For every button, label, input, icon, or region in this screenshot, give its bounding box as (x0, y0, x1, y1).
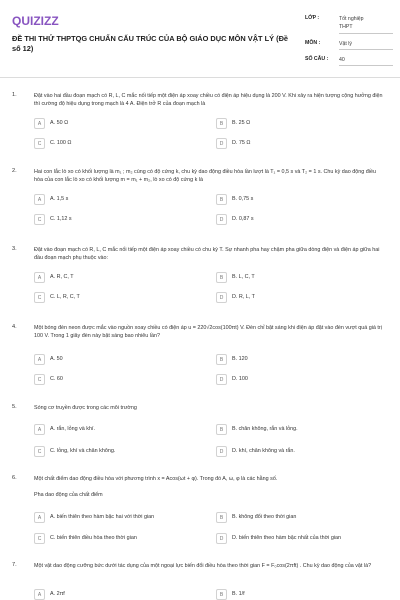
meta-value-count: 40 (339, 57, 345, 63)
option-c[interactable] (34, 292, 194, 304)
meta-label-count: SỐ CÂU : (305, 56, 329, 62)
option-d[interactable] (216, 138, 376, 150)
option-text: A. 1,5 s (50, 196, 69, 202)
option-letter-box: D (216, 292, 227, 303)
question-text: Một chất điểm dao động điều hòa với phương trình x = Acos(ωt + φ). Trong đó A, ω, φ là các hằng số. (34, 476, 278, 482)
question-number: 7. (12, 562, 17, 568)
meta-underline (339, 65, 393, 66)
option-b[interactable] (216, 512, 376, 524)
option-b[interactable] (216, 194, 376, 206)
option-letter-box: A (34, 589, 45, 600)
question-number: 1. (12, 92, 17, 98)
option-text: B. chân không, rắn và lỏng. (232, 426, 298, 432)
option-a[interactable] (34, 424, 194, 436)
option-text: A. R, C, T (50, 274, 74, 280)
option-letter-box: B (216, 194, 227, 205)
meta-underline (339, 49, 393, 50)
option-c[interactable] (34, 138, 194, 150)
option-d[interactable] (216, 533, 376, 545)
option-b[interactable] (216, 272, 376, 284)
option-text: D. R, L, T (232, 294, 255, 300)
option-letter-box: A (34, 118, 45, 129)
option-letter-box: C (34, 446, 45, 457)
option-letter-box: B (216, 354, 227, 365)
option-text: C. L, R, C, T (50, 294, 80, 300)
option-a[interactable] (34, 354, 194, 366)
option-text: D. 0,87 s (232, 216, 254, 222)
option-b[interactable] (216, 118, 376, 130)
option-text: C. 100 Ω (50, 140, 72, 146)
option-letter-box: A (34, 512, 45, 523)
option-letter-box: C (34, 374, 45, 385)
option-d[interactable] (216, 446, 376, 458)
option-text: B. L, C, T (232, 274, 255, 280)
option-letter-box: D (216, 446, 227, 457)
quizizz-logo-text: QUIZIZZ (12, 14, 59, 28)
option-text: B. 25 Ω (232, 120, 251, 126)
option-text: A. 50 (50, 356, 63, 362)
option-text: A. 50 Ω (50, 120, 69, 126)
option-b[interactable] (216, 354, 376, 366)
option-a[interactable] (34, 272, 194, 284)
meta-underline (339, 33, 393, 34)
question-text: Một vật dao động cưỡng bức dưới tác dụng của một ngoại lực biến đổi điều hòa theo thời gian F = F₀cos(2πft) . Chu kỳ dao động của vật là? (34, 563, 372, 569)
option-letter-box: C (34, 533, 45, 544)
meta-value-subject: Vật lý (339, 41, 352, 47)
option-b[interactable] (216, 424, 376, 436)
option-a[interactable] (34, 589, 194, 600)
option-b[interactable] (216, 589, 376, 600)
meta-label-subject: MÔN : (305, 40, 321, 46)
question-number: 5. (12, 404, 17, 410)
option-text: D. 75 Ω (232, 140, 251, 146)
option-c[interactable] (34, 214, 194, 226)
option-letter-box: B (216, 589, 227, 600)
quizizz-logo (12, 12, 72, 30)
option-text: B. không đổi theo thời gian (232, 514, 297, 520)
option-letter-box: C (34, 292, 45, 303)
option-letter-box: B (216, 118, 227, 129)
option-letter-box: B (216, 424, 227, 435)
option-letter-box: D (216, 214, 227, 225)
option-text: A. biến thiên theo hàm bậc hai với thời gian (50, 514, 155, 520)
question-number: 2. (12, 168, 17, 174)
option-letter-box: B (216, 512, 227, 523)
question-text: Đặt vào hai đầu đoạn mạch có R, L, C mắc nối tiếp một điện áp xoay chiều có điện áp hiệu dụng là 200 V. Khi xảy ra hiện tượng cộng hưởng điện thì cường độ hiệu dụng trong mạch là 4 A. Điện trở R của đoạn mạch là (34, 93, 383, 107)
meta-label-class: LỚP : (305, 15, 320, 21)
option-text: C. 1,12 s (50, 216, 72, 222)
option-text: D. khí, chân không và rắn. (232, 448, 295, 454)
option-a[interactable] (34, 194, 194, 206)
option-text: C. biến thiên điều hòa theo thời gian (50, 535, 137, 541)
meta-value-class: Tốt nghiệp THPT (339, 16, 364, 30)
option-text: A. rắn, lỏng và khí. (50, 426, 95, 432)
option-c[interactable] (34, 446, 194, 458)
question-number: 4. (12, 324, 17, 330)
option-c[interactable] (34, 533, 194, 545)
header-divider (0, 77, 400, 78)
question-text: Một bóng đèn neon được mắc vào nguồn xoay chiều có điện áp u = 220√2cos(100πt) V. Đèn chỉ bật sáng khi điện áp đặt vào đèn vượt quá giá trị 100 V. Trong 1 giây đèn này bật sáng bao nhiêu lần? (34, 325, 382, 339)
option-text: A. 2πf (50, 591, 65, 597)
option-letter-box: B (216, 272, 227, 283)
option-a[interactable] (34, 512, 194, 524)
question-subtext: Pha dao động của chất điểm (34, 492, 103, 498)
option-letter-box: C (34, 138, 45, 149)
option-text: D. biến thiên theo hàm bậc nhất của thời gian (232, 535, 342, 541)
option-d[interactable] (216, 214, 376, 226)
option-letter-box: A (34, 424, 45, 435)
question-text: Sóng cơ truyền được trong các môi trường (34, 405, 137, 411)
option-text: C. lỏng, khí và chân không. (50, 448, 116, 454)
option-text: B. 120 (232, 356, 248, 362)
option-d[interactable] (216, 292, 376, 304)
option-a[interactable] (34, 118, 194, 130)
option-text: B. 0,75 s (232, 196, 254, 202)
option-letter-box: C (34, 214, 45, 225)
option-c[interactable] (34, 374, 194, 386)
option-letter-box: D (216, 533, 227, 544)
question-number: 6. (12, 475, 17, 481)
option-text: B. 1/f (232, 591, 245, 597)
option-letter-box: A (34, 272, 45, 283)
option-letter-box: A (34, 354, 45, 365)
question-text: Hai con lắc lò xo có khối lượng là m₁ ; m₂ cùng có độ cứng k, chu kỳ dao động điều hòa lần lượt là T₁ = 0,5 s và T₂ = 1 s. Chu kỳ dao động điều hòa của con lắc lò xo có khối lượng m = m₁ + m₂, lò xo có độ cứng k là (34, 169, 376, 183)
question-number: 3. (12, 246, 17, 252)
option-letter-box: A (34, 194, 45, 205)
question-text: Đặt vào đoạn mạch có R, L, C mắc nối tiếp một điện áp xoay chiều có chu kỳ T. Sự nhanh pha hay chậm pha giữa dòng điện và điện áp giữa hai đầu đoạn mạch phụ thuộc vào: (34, 247, 380, 261)
page-title: ĐỀ THI THỬ THPTQG CHUẨN CẤU TRÚC CỦA BỘ GIÁO DỤC MÔN VẬT LÝ (Đề số 12) (12, 34, 289, 53)
option-letter-box: D (216, 138, 227, 149)
option-text: C. 60 (50, 376, 63, 382)
option-text: D. 100 (232, 376, 248, 382)
option-letter-box: D (216, 374, 227, 385)
option-d[interactable] (216, 374, 376, 386)
